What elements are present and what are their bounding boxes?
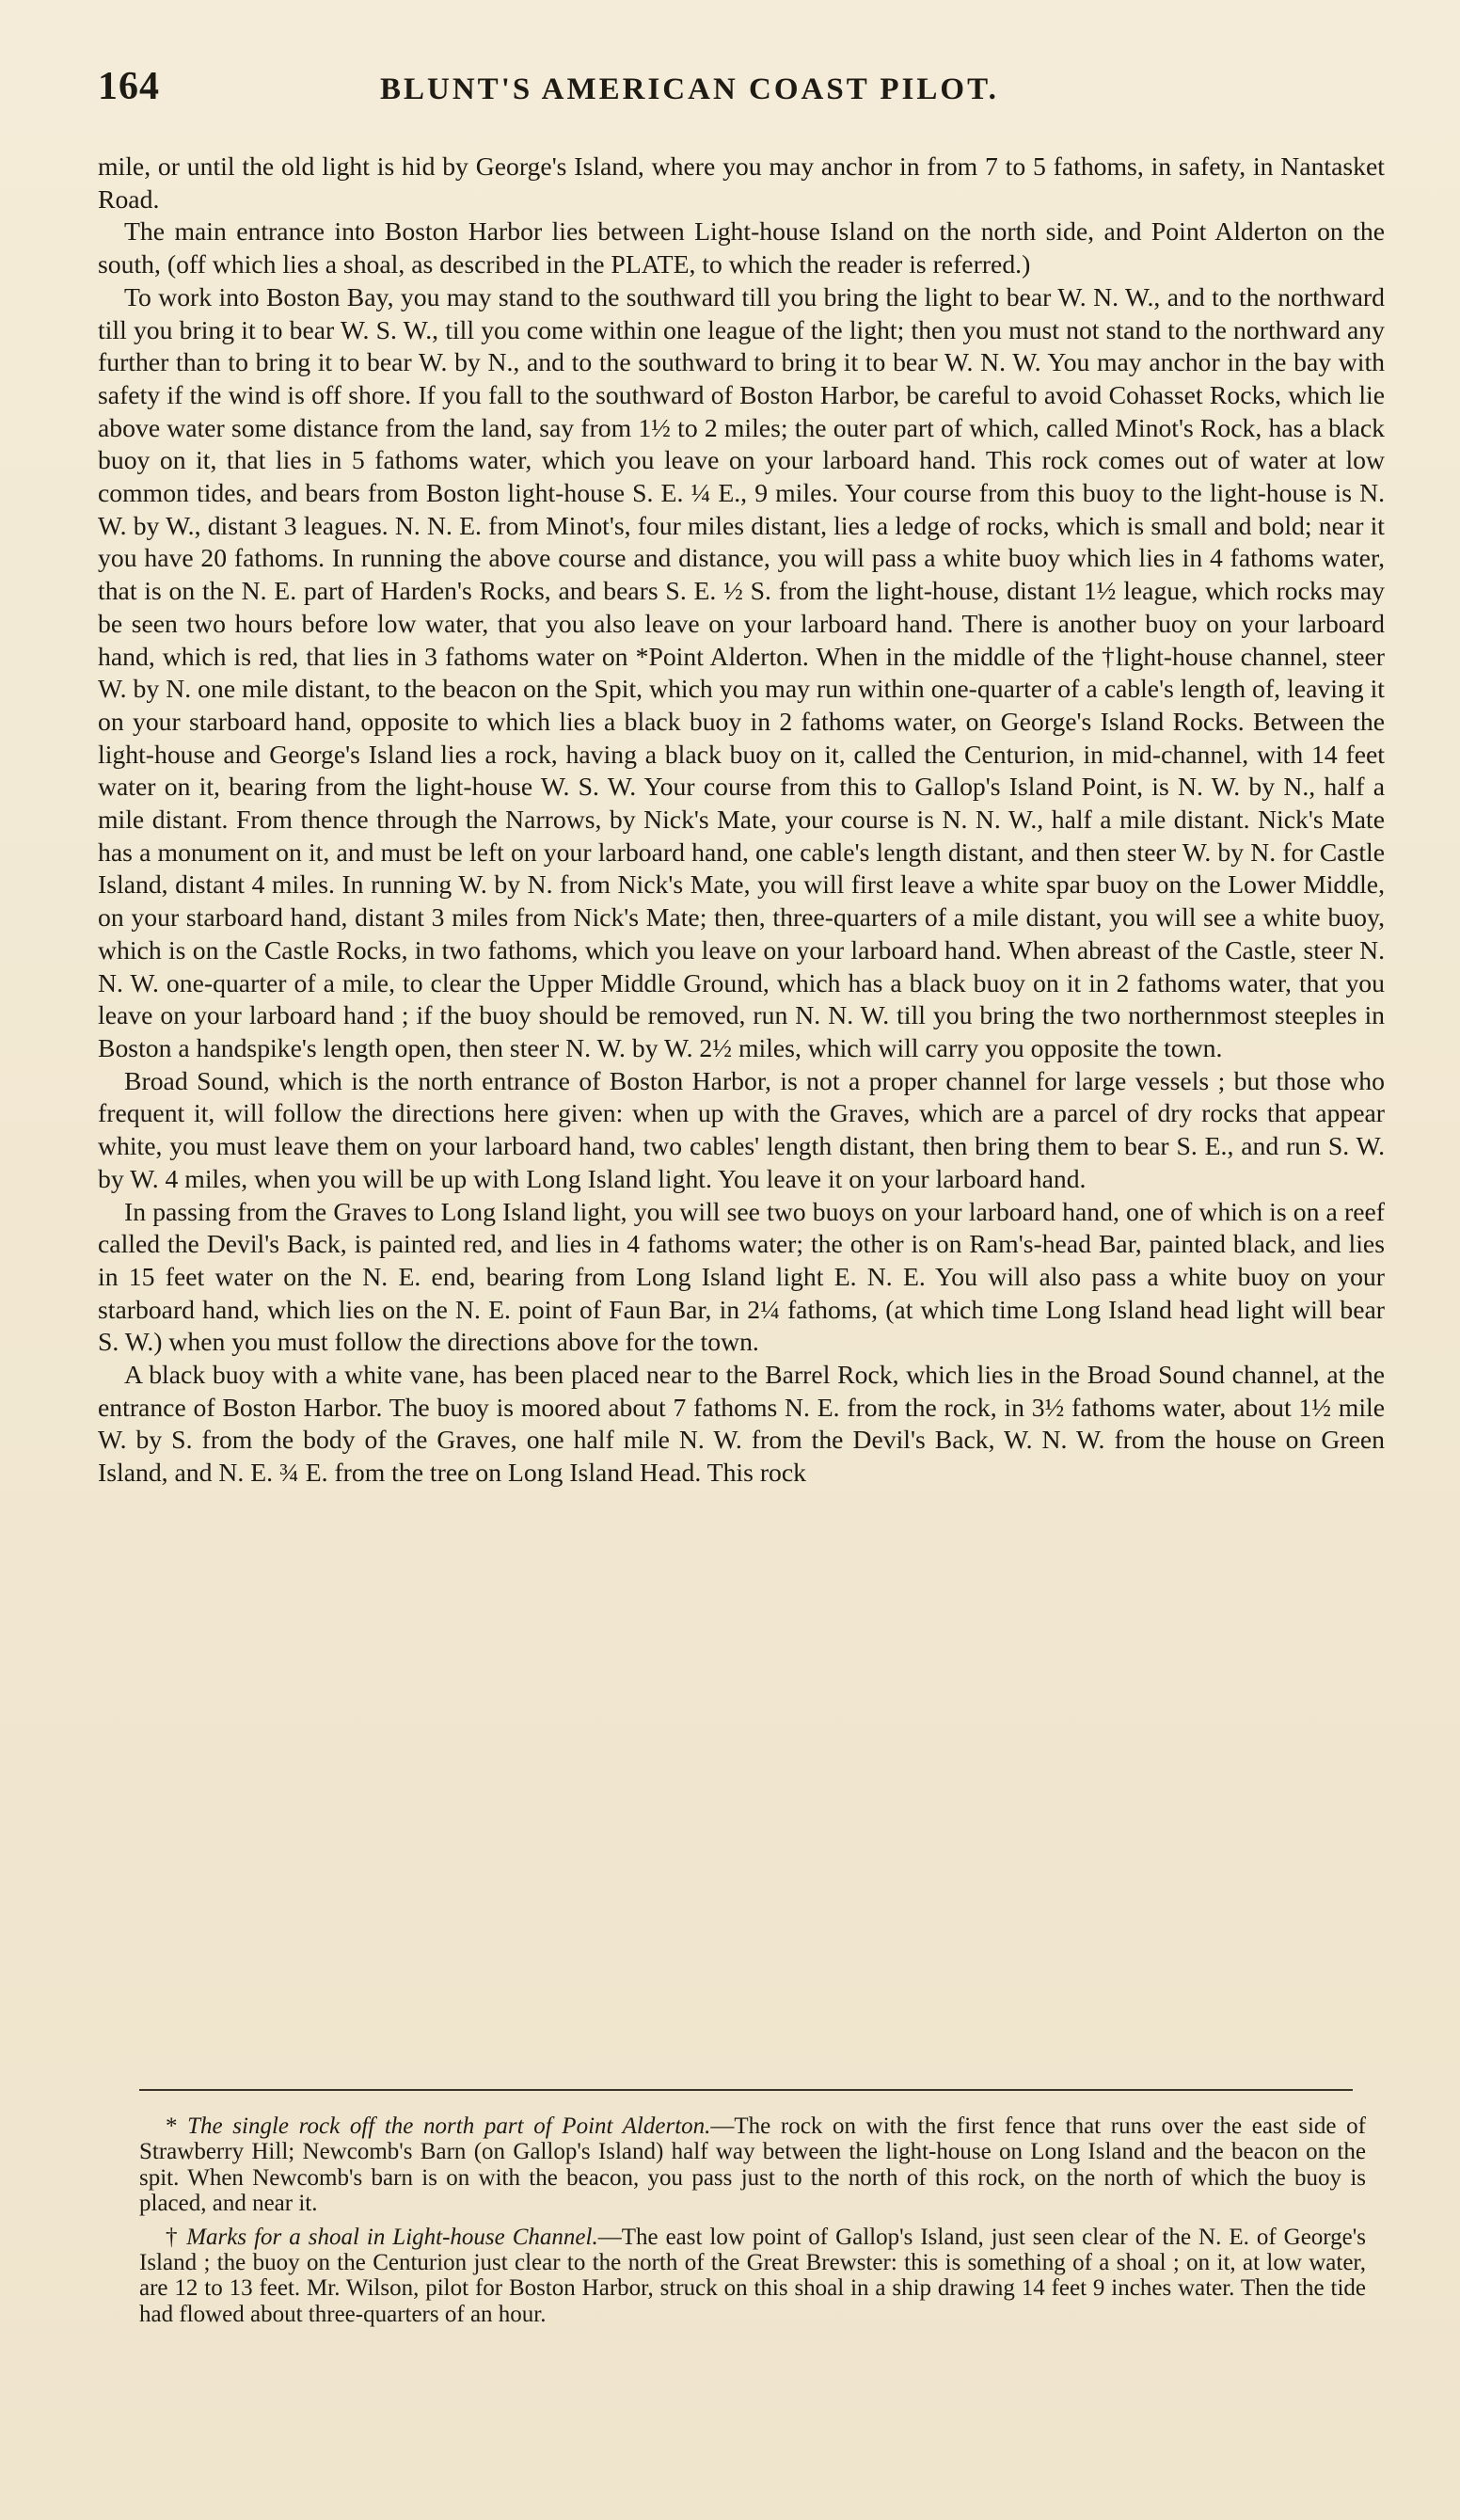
paragraph-boston-bay: To work into Boston Bay, you may stand to the southward till you bring the light to bear W. N. W., and to the northward till you bring it to bear W. S. W., till you come within one league of the light; then you must not stand to the northward any further than to bring it to bear W. by N., and to the southward to bring it to bear W. N. W. You may anchor in the bay with safety if the wind is off shore. If you fall to the southward of Boston Harbor, be careful to avoid Cohasset Rocks, which lie above water some distance from the land, say from 1½ to 2 miles; the outer part of which, called Minot's Rock, has a black buoy on it, that lies in 5 fathoms water, which you leave on your larboard hand. This rock comes out of water at low common tides, and bears from Boston light-house S. E. ¼ E., 9 miles. Your course from this buoy to the light-house is N. W. by W., distant 3 leagues. N. N. E. from Minot's, four miles distant, lies a ledge of rocks, which is small and bold; near it you have 20 fathoms. In running the above course and distance, you will pass a white buoy which lies in 4 fathoms water, that is on the N. E. part of Harden's Rocks, and bears S. E. ½ S. from the light-house, distant 1½ league, which rocks may be seen two hours before low water, that you also leave on your larboard hand. There is another buoy on your larboard hand, which is red, that lies in 3 fathoms water on *Point Alderton. When in the middle of the †light-house channel, steer W. by N. one mile distant, to the beacon on the Spit, which you may run within one-quarter of a cable's length of, leaving it on your starboard hand, opposite to which lies a black buoy in 2 fathoms water, on George's Island Rocks. Between the light-house and George's Island lies a rock, having a black buoy on it, called the Centurion, in mid-channel, with 14 feet water on it, bearing from the light-house W. S. W. Your course from this to Gallop's Island Point, is N. W. by N., half a mile distant. From thence through the Narrows, by Nick's Mate, your course is N. N. W., half a mile distant. Nick's Mate has a monument on it, and must be left on your larboard hand, one cable's length distant, and then steer W. by N. for Castle Island, distant 4 miles. In running W. by N. from Nick's Mate, you will first leave a white spar buoy on the Lower Middle, on your starboard hand, distant 3 miles from Nick's Mate; then, three-quarters of a mile distant, you will see a white buoy, which is on the Castle Rocks, in two fathoms, which you leave on your larboard hand. When abreast of the Castle, steer N. N. W. one-quarter of a mile, to clear the Upper Middle Ground, which has a black buoy on it in 2 fathoms water, that you leave on your larboard hand ; if the buoy should be removed, run N. N. W. till you bring the two northernmost steeples in Boston a handspike's length open, then steer N. W. by W. 2½ miles, which will carry you opposite the town.	[98, 281, 1385, 1062]
paragraph-broad-sound: Broad Sound, which is the north entrance of Boston Harbor, is not a proper channel for large vessels ; but those who frequent it, will follow the directions here given: when up with the Graves, which are a parcel of dry rocks that appear white, you must leave them on your larboard hand, two cables' length distant, then bring them to bear S. E., and run S. W. by W. 4 miles, when you will be up with Long Island light. You leave it on your larboard hand.	[98, 1065, 1385, 1193]
footnote-title: The single rock off the north part of Point Alderton.	[187, 2113, 711, 2139]
page-header	[98, 64, 1385, 126]
footnote-title: Marks for a shoal in Light-house Channel.	[186, 2224, 598, 2250]
paragraph-main-entrance: The main entrance into Boston Harbor lies between Light-house Island on the north side, and Point Alderton on the south, (off which lies a shoal, as described in the PLATE, to which the reader is referred.)	[98, 216, 1385, 279]
page-number: 164	[98, 65, 160, 108]
paragraph-black-buoy: A black buoy with a white vane, has been placed near to the Barrel Rock, which lies in the Broad Sound channel, at the entrance of Boston Harbor. The buoy is moored about 7 fathoms N. E. from the rock, in 3½ fathoms water, about 1½ mile W. by S. from the body of the Graves, one half mile N. W. from the Devil's Back, W. N. W. from the house on Green Island, and N. E. ¾ E. from the tree on Long Island Head. This rock	[98, 1360, 1385, 1488]
footnote-marker: *	[166, 2113, 178, 2139]
footnote-marker: †	[166, 2224, 180, 2250]
main-text	[98, 151, 1385, 1490]
footnotes	[139, 2113, 1366, 2335]
paragraph-graves-to-long-island: In passing from the Graves to Long Island light, you will see two buoys on your larboard hand, one of which is on a reef called the Devil's Back, is painted red, and lies in 4 fathoms water; the other is on Ram's-head Bar, painted black, and lies in 15 feet water on the N. E. end, bearing from Long Island light E. N. E. You will also pass a white buoy on your starboard hand, which lies on the N. E. point of Faun Bar, in 2¼ fathoms, (at which time Long Island head light will bear S. W.) when you must follow the directions above for the town.	[98, 1196, 1385, 1357]
running-title: BLUNT'S AMERICAN COAST PILOT.	[380, 72, 999, 106]
paragraph-continuation: mile, or until the old light is hid by George's Island, where you may anchor in from 7 to 5 fathoms, in safety, in Nantasket Road.	[98, 152, 1385, 214]
footnote-lighthouse-channel	[139, 2225, 1366, 2328]
footnote-point-alderton	[139, 2113, 1366, 2217]
footnote-text: —The rock on with the first fence that runs over the east side of Strawberry Hill; Newcomb's Barn (on Gallop's Island) half way between the light-house on Long Island and the beacon on the spit. When Newcomb's barn is on with the beacon, you pass just to the north of this rock, on the north of which the buoy is placed, and near it.	[139, 2113, 1366, 2217]
footnote-text: —The east low point of Gallop's Island, just seen clear of the N. E. of George's Island ; the buoy on the Centurion just clear to the north of the Great Brewster: this is something of a shoal ; on it, at low water, are 12 to 13 feet. Mr. Wilson, pilot for Boston Harbor, struck on this shoal in a ship drawing 14 feet 9 inches water. Then the tide had flowed about three-quarters of an hour.	[139, 2224, 1367, 2327]
footnote-divider	[139, 2089, 1353, 2091]
